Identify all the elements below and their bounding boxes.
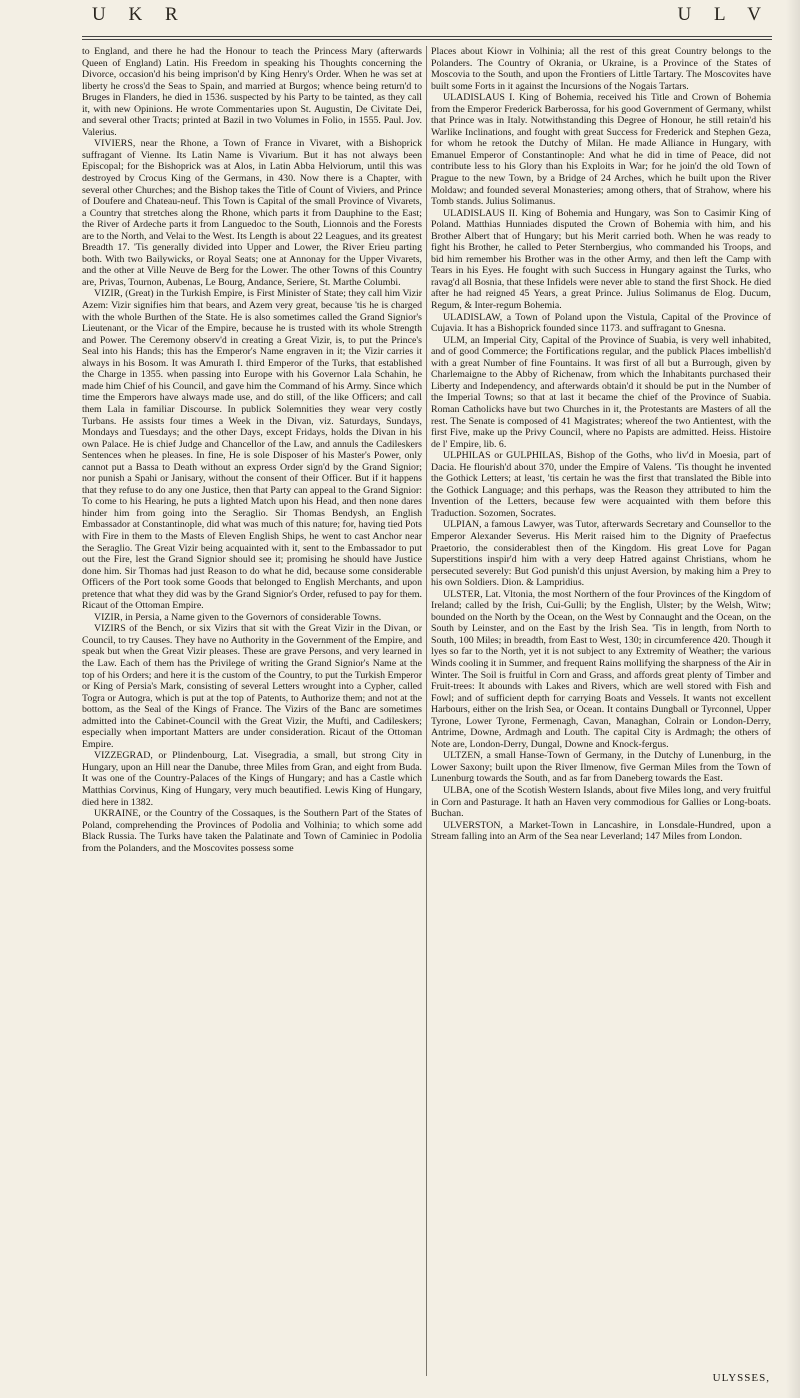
header-left-catchword: U K R — [92, 4, 187, 25]
right-column — [431, 46, 771, 1386]
entry-vizirs-bench: VIZIRS of the Bench, or six Vizirs that sit with the Great Vizir in the Divan, or Council, to try Causes. They have no Authority in the Government of the Empire, and speak but when the Great Vizir pleases. These are grave Persons, and very learned in the Law. Each of them has the Privilege of writing the Grand Signior's Name at the top of his Orders; and here it is the custom of the Country, to put the Turkish Emperor or King of Persia's Mark, consisting of several Letters wrought into a Cypher, called Togra or Autogra, which is put at the top of Patents, to Authorize them; and not at the bottom, as the Seal of the Kings of France. The Vizirs of the Banc are sometimes admitted into the Cabinet-Council with the Great Vizir, the Mufti, and Cadileskers; especially when important Matters are under consideration. Ricaut of the Ottoman Empire. — [82, 623, 422, 750]
entry-ulm: ULM, an Imperial City, Capital of the Province of Suabia, is very well inhabited, and of good Commerce; the Fortifications regular, and the publick Places imbellish'd with a great Number of fine Fountains. It was first of all but a Burrough, given by Charlemaigne to the Abby of Richenaw, from which the Inhabitants purchased their Liberty and Independency, and afterwards obtain'd it should be put in the Number of the Imperial Towns; so that at last it became the chief of the Province of Suabia. Roman Catholicks have but two Churches in it, the Protestants are Masters of all the rest. The Senate is composed of 41 Magistrates; whereof the two Antientest, with the first Five, make up the Privy Council, where no Papists are admitted. Heiss. Histoire de l' Empire, lib. 6. — [431, 334, 771, 450]
entry-uladislaw: ULADISLAW, a Town of Poland upon the Vistula, Capital of the Province of Cujavia. It has a Bishoprick founded since 1173. and suffragant to Gnesna. — [431, 311, 771, 335]
page-header — [80, 0, 770, 40]
entry-ukraine: UKRAINE, or the Country of the Cossaques, is the Southern Part of the States of Poland, comprehending the Provinces of Podolia and Volhinia; to which some add Black Russia. The Turks have taken the Palatinate and Town of Caminiec in Podolia from the Polanders, and the Moscovites possess some — [82, 808, 422, 854]
entry-ulster: ULSTER, Lat. Vltonia, the most Northern of the four Provinces of the Kingdom of Ireland; called by the Irish, Cui-Gulli; by the English, Ulster; by the Welsh, Witw; bounded on the North by the Ocean, on the West by Connaught and the Ocean, on the South by Leinster, and on the East by the Irish Sea. 'Tis in length, from North to South, 100 Miles; in breadth, from East to West, 130; in circumference 420. Though it lyes so far to the North, yet it is not subject to any Extremity of Weather; the various Winds cooling it in Summer, and frequent Rains mollifying the sharpness of the Air in Winter. The Soil is fruitful in Corn and Grass, and affords great plenty of Timber and Fruit-trees: It abounds with Lakes and Rivers, which are well stored with Fish and Fowl; and of sufficient depth for carrying Boats and Vessels. It wants not excellent Harbours, either on the Irish Sea, or Ocean. It contains Dungball or Tyrconnel, Upper Tyrone, Lower Tyrone, Fermenagh, Cavan, Managhan, Colrain or London-Derry, Antrime, Downe, Ardmagh and Louth. The capital City is Ardmagh; the others of Note are, London-Derry, Dungal, Downe and Knock-fergus. — [431, 588, 771, 750]
entry-vizir-persia: VIZIR, in Persia, a Name given to the Governors of considerable Towns. — [94, 611, 382, 623]
header-rule — [82, 36, 772, 37]
page-edge-shadow — [786, 0, 800, 1398]
entry-paragraph: to England, and there he had the Honour to teach the Princess Mary (afterwards Queen of England) Latin. His Freedom in speaking his Thoughts concerning the Divorce, occasion'd his being imprison'd by King Henry's Order. When he was set at liberty he cross'd the Seas to Spain, and married at Burgos; whence being return'd to Bruges in Flanders, he died in 1536. suspected by his Party to be tainted, as they call it, with new Opinions. He wrote Commentaries upon St. Augustin, De Civitate Dei, and several other Tracts; printed at Bazil in two Volumes in Folio, in 1555. Paul. Jov. Valerius. — [82, 46, 422, 138]
entry-paragraph: Places about Kiowr in Volhinia; all the rest of this great Country belongs to the Polanders. The Country of Okrania, or Ukraine, is a Province of the States of Moscovia to the South, and upon the Frontiers of Little Tartary. The Moscovites have built some Forts in it against the Incursions of the Nogais Tartars. — [431, 46, 771, 92]
entry-vizzegrad: VIZZEGRAD, or Plindenbourg, Lat. Visegradia, a small, but strong City in Hungary, upon an Hill near the Danube, three Miles from Gran, and eight from Buda. It was one of the Country-Palaces of the Kings of Hungary; and has a Castle which Matthias Corvinus, King of Hungary, very much beautified. Lewis King of Hungary, died here in 1382. — [82, 750, 422, 808]
page-catchword: ULYSSES, — [712, 1372, 770, 1384]
entry-uladislaus-i: ULADISLAUS I. King of Bohemia, received his Title and Crown of Bohemia from the Emperor Frederick Barberossa, for his good Government of Germany, whilst that Prince was in Italy. Notwithstanding this Degree of Honour, he still retain'd his Warlike Inclinations, and fought with great Success for Frederick and Stephen Geza, for whom he retook the Dutchy of Milan. He made Alliance in Hungary, with Emanuel Emperor of Constantinople: And what he did in time of Peace, did not contribute less to his Glory than his Exploits in War; for he join'd the old Town of Prague to the new Town, by a Bridge of 24 Arches, which he built upon the River Moldaw; and founded several Monasteries; among others, that of Strahow, where his Tomb stands. Julius Solimanus. — [431, 92, 771, 208]
entry-ulba: ULBA, one of the Scotish Western Islands, about five Miles long, and very fruitful in Corn and Pasturage. It hath an Haven very commodious for Gallies or Long-boats. Buchan. — [431, 785, 771, 820]
entry-ulpian: ULPIAN, a famous Lawyer, was Tutor, afterwards Secretary and Counsellor to the Emperor Alexander Severus. His Merit raised him to the Dignity of Praefectus Praetorio, the considerablest then of the Kingdom. His great Love for Pagan Superstitions inspir'd him with a very deep Hatred against Christians, whom he persecuted severely: But God punish'd this unjust Aversion, by making him a Prey to his own Soldiers. Dion. & Lampridius. — [431, 519, 771, 589]
left-column — [82, 46, 422, 1386]
entry-ulphilas: ULPHILAS or GULPHILAS, Bishop of the Goths, who liv'd in Moesia, part of Dacia. He flourish'd about 370, under the Empire of Valens. 'Tis thought he invented the Gothick Letters; at least, 'tis certain he was the first that translated the Bible into the Gothick Language; and this perhaps, was the Reason they attributed to him the Invention of the Letters, because few were acquainted with them before this Traduction. Sozomen, Socrates. — [431, 450, 771, 519]
entry-ulverston: ULVERSTON, a Market-Town in Lancashire, in Lonsdale-Hundred, upon a Stream falling into an Arm of the Sea near Leverland; 147 Miles from London. — [431, 819, 771, 843]
column-divider — [426, 46, 427, 1376]
entry-viviers: VIVIERS, near the Rhone, a Town of France in Vivaret, with a Bishoprick suffragant of Vienne. Its Latin Name is Vivarium. But it has not always been Episcopal; for the Bishoprick was at Alos, in Latin Abba Helviorum, until this was destroyed by Crocus King of the Germans, in 430. Now there is a Chapter, with several other Churches; and the Bishop takes the Title of Count of Viviers, and Prince of Doufere and Chateau-neuf. This Town is Capital of the small Province of Vivarets, a Country that stretches along the Rhone, which parts it from Dauphine to the East; the River of Ardeche parts it from Languedoc to the South, Lionnois and the Forests are to the North, and Velai to the West. Its Length is about 22 Leagues, and its greatest Breadth 17. 'Tis generally divided into Upper and Lower, the River Erieu parting both. With two Bailywicks, or Royal Seats; one at Annonay for the Upper Vivarets, and the other at Ville Neuve de Berg for the Lower. The other Towns of this Country are, Privas, Tournon, Aubenas, Le Bourg, Andance, Seriere, St. Marthe Columbi. — [82, 138, 422, 288]
header-rule-thin — [82, 39, 772, 40]
entry-uladislaus-ii: ULADISLAUS II. King of Bohemia and Hungary, was Son to Casimir King of Poland. Matthias Hunniades disputed the Crown of Bohemia with him, and his Brother Albert that of Hungary; but his Merit carried both. When he was ready to fight his Brother, he called to Peter Sternbergius, who commanded his Troops, and bid him remember his Brother was in the other Army, and then left the Camp with Tears in his Eyes. He fought with such Success in Hungary against the Turks, who ravag'd all Bosnia, that these Infidels were never able to stand the first Shock. He died after he had reigned 45 Years, a great Prince. Julius Solimanus de Elog. Ducum, Regum, & Inter-regum Bohemia. — [431, 207, 771, 312]
entry-vizir-great: VIZIR, (Great) in the Turkish Empire, is First Minister of State; they call him Vizir Azem: Vizir signifies him that bears, and Azem very great, because 'tis he is charged with the whole Burthen of the State. He is also sometimes called the Grand Signior's Lieutenant, or the Vicar of the Empire, because he is trusted with its whole Strength and Power. The Ceremony observ'd in creating a Great Vizir, is, to put the Prince's Seal into his Hands; this has the Emperor's Name engraven in it; the Vizir carries it always in his Bosom. It was Amurath I. third Emperor of the Turks, that established the Charge in 1355. when passing into Europe with his Governor Lala Schahin, he made him Chief of his Council, and gave him the Command of his Army. Since which time the Emperors have always made use, and do still, of the like Officers; and call them Lala in familiar Discourse. In publick Solemnities they wear very costly Turbans. He assists four times a Week in the Divan, viz. Saturdays, Sundays, Mondays and Tuesdays; and the other Days, except Fridays, holds the Divan in his own Palace. He is chief Judge and Chancellor of the Law, and annuls the Cadileskers Sentences when he pleases. In fine, He is sole Disposer of his Master's Power, only cannot put a Bassa to Death without an express Order sign'd by the Grand Signior; nor punish a Spahi or Janisary, without the consent of their Officer. But if it happens that they refuse to do any one Justice, then that Party can appeal to the Grand Signior: To come to his Hearing, he puts a lighted Match upon his Head, and then none dares hinder him from going into the Seraglio. Sir Thomas Bendysh, an English Embassador at Constantinople, did what was much of this nature; for, having tied Pots with Fire in them to the Masts of Eleven English Ships, he went to cast Anchor near the Seraglio. The Great Vizir being acquainted with it, sent to the Embassador to put out the Fire, lest the Grand Signior should see it; promising he should have Justice done him. Sir Thomas had just Reason to do what he did, because some considerable Officers of the Port took some Goods that belonged to English Merchants, and upon pretence that what they did was by the Grand Signior's Order, refused to pay for them. Ricaut of the Ottoman Empire. — [82, 288, 422, 612]
entry-ultzen: ULTZEN, a small Hanse-Town of Germany, in the Dutchy of Lunenburg, in the Lower Saxony; built upon the River Ilmenow, five German Miles from the Town of Lunenburg towards the South, and as far from Daneberg towards the East. — [431, 750, 771, 785]
header-right-catchword: U L V — [677, 4, 770, 25]
